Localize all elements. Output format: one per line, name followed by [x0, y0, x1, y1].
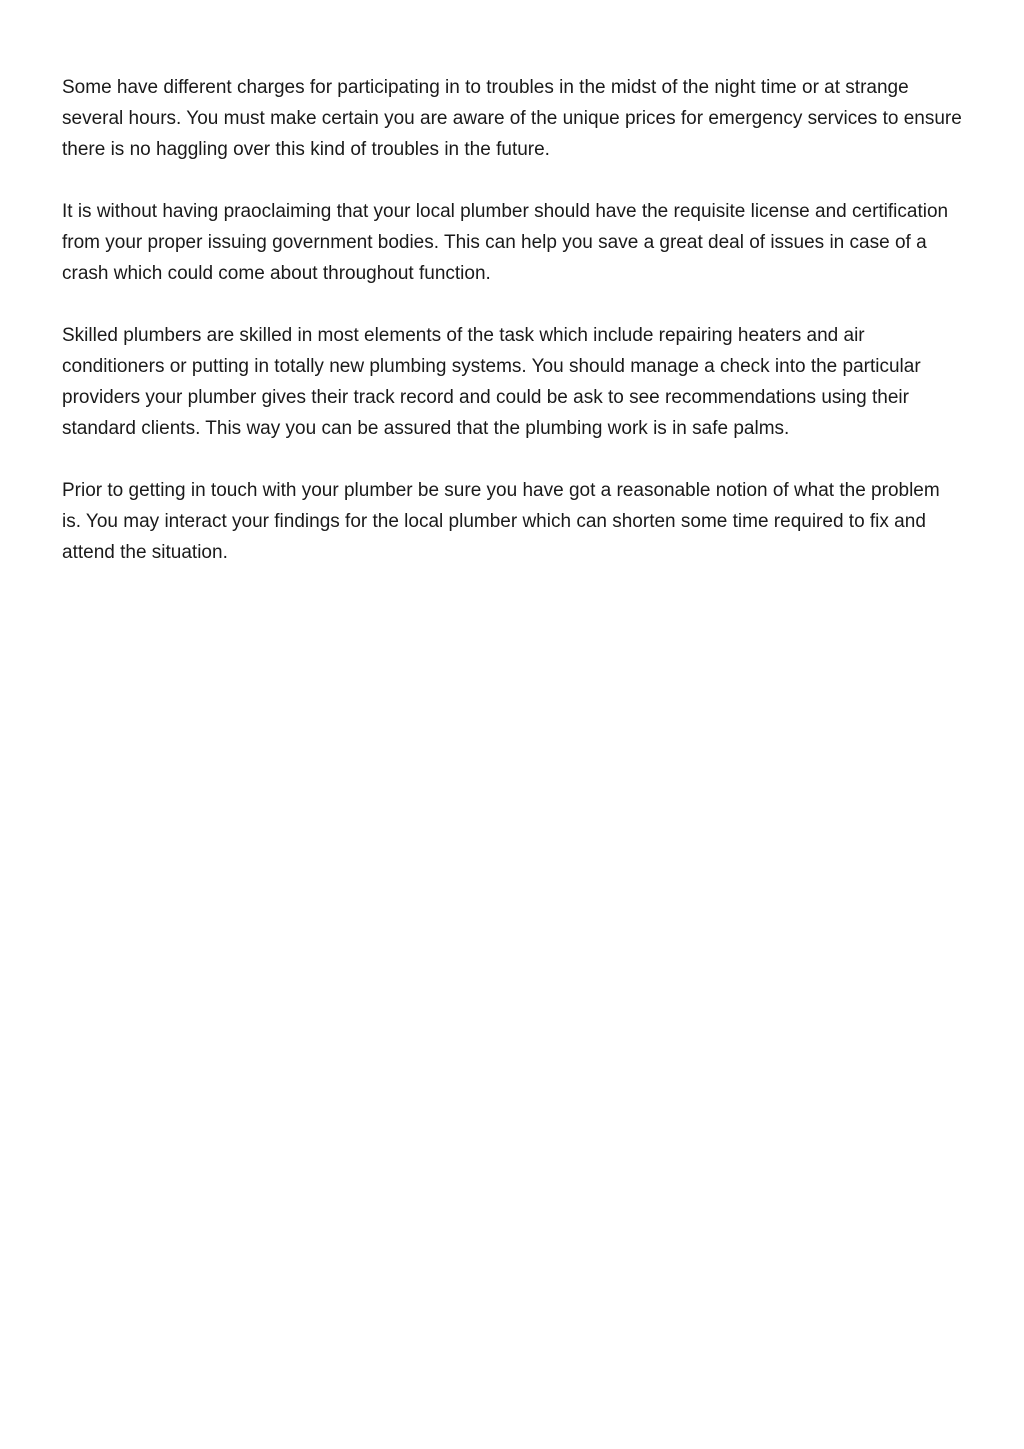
- paragraph-4: Prior to getting in touch with your plumber be sure you have got a reasonable notion of what the problem is. You may interact your findings for the local plumber which can shorten some time required to fix and attend the situation.: [62, 480, 940, 563]
- paragraph-1: Some have different charges for participating in to troubles in the midst of the night time or at strange several hours. You must make certain you are aware of the unique prices for emergency services to ensure there is no haggling over this kind of troubles in the future.: [62, 77, 962, 160]
- paragraph-3: Skilled plumbers are skilled in most elements of the task which include repairing heaters and air conditioners or putting in totally new plumbing systems. You should manage a check into the particular providers your plumber gives their track record and could be ask to see recommendations using their standard clients. This way you can be assured that the plumbing work is in safe palms.: [62, 325, 921, 439]
- document-page: [62, 72, 962, 599]
- paragraph-2: It is without having praoclaiming that your local plumber should have the requisite license and certification from your proper issuing government bodies. This can help you save a great deal of issues in case of a crash which could come about throughout function.: [62, 201, 949, 284]
